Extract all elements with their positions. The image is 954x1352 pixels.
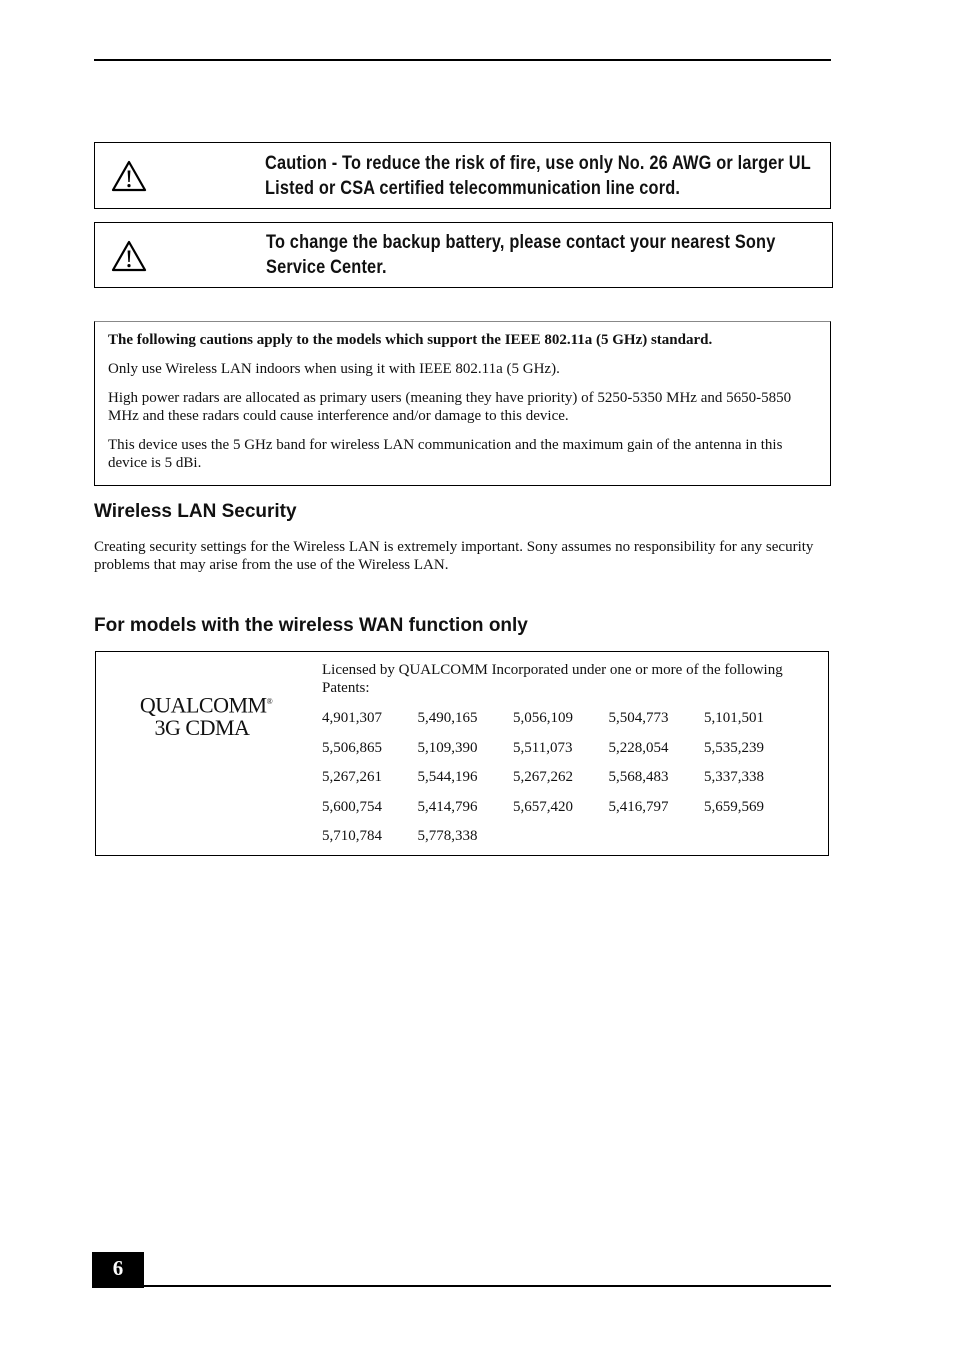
- patent-number: 5,337,338: [704, 769, 764, 785]
- patent-number: [609, 827, 705, 857]
- patent-number: 5,659,569: [704, 798, 764, 815]
- patent-row: [322, 827, 822, 857]
- patent-number: 5,267,262: [513, 769, 573, 785]
- caution-text: To change the backup battery, please contact your nearest Sony Service Center.: [266, 232, 776, 278]
- wireless-lan-security-body: Creating security settings for the Wireless LAN is extremely important. Sony assumes no responsibility for any security problems that may arise from the use of the Wireless LAN.: [94, 539, 814, 573]
- registered-mark: ®: [266, 697, 273, 706]
- caution-text: Caution - To reduce the risk of fire, use only No. 26 AWG or larger UL Listed or CSA certified telecommunication line cord.: [265, 153, 811, 199]
- patent-number: 4,901,307: [322, 710, 382, 726]
- patent-number: 5,490,165: [417, 710, 478, 726]
- patent-number: 5,710,784: [322, 828, 382, 844]
- qualcomm-license-box: [95, 651, 829, 856]
- section-heading-wireless-wan: For models with the wireless WAN function only: [94, 615, 528, 636]
- patent-number: 5,504,773: [608, 710, 669, 726]
- patent-number: 5,414,796: [417, 798, 478, 815]
- patent-number: 5,267,261: [322, 769, 382, 785]
- patent-number: 5,101,501: [704, 710, 764, 726]
- logo-line-2: 3G CDMA: [154, 715, 250, 741]
- caution-box-battery: [94, 222, 833, 288]
- patent-number: 5,535,239: [704, 739, 764, 756]
- bottom-rule: [92, 1285, 831, 1287]
- patent-number: 5,568,483: [608, 769, 669, 785]
- patent-number: 5,778,338: [417, 828, 478, 844]
- ieee-notice-paragraph: This device uses the 5 GHz band for wireless LAN communication and the maximum gain of the antenna in this device is 5 dBi.: [108, 437, 783, 471]
- warning-triangle-icon: [111, 160, 147, 192]
- patent-number: 5,109,390: [417, 739, 478, 756]
- license-text: Licensed by QUALCOMM Incorporated under one or more of the following Patents:: [322, 662, 783, 696]
- patent-row: [322, 768, 822, 798]
- patent-row: [322, 739, 822, 769]
- patent-number: 5,511,073: [513, 739, 573, 756]
- patent-number: 5,056,109: [513, 710, 573, 726]
- patent-row: [322, 709, 822, 739]
- patent-list: [322, 709, 822, 857]
- patent-number: [704, 827, 800, 857]
- ieee-notice-box: [94, 321, 831, 486]
- ieee-notice-lead: The following cautions apply to the models which support the IEEE 802.11a (5 GHz) standard.: [108, 332, 713, 348]
- ieee-notice-paragraph: High power radars are allocated as primary users (meaning they have priority) of 5250-5350 MHz and 5650-5850 MHz and these radars could cause interference and/or damage to this device.: [108, 390, 792, 424]
- patent-number: [513, 827, 609, 857]
- patent-number: 5,657,420: [513, 798, 573, 815]
- page-number-tab: [92, 1252, 144, 1288]
- ieee-notice-paragraph: Only use Wireless LAN indoors when using it with IEEE 802.11a (5 GHz).: [108, 361, 560, 377]
- section-heading-wireless-lan-security: Wireless LAN Security: [94, 501, 297, 522]
- logo-line-1: QUALCOMM: [139, 692, 267, 718]
- patent-row: [322, 798, 822, 828]
- patent-number: 5,600,754: [322, 798, 382, 815]
- patent-number: 5,544,196: [417, 769, 478, 785]
- warning-triangle-icon: [111, 240, 147, 272]
- patent-number: 5,506,865: [322, 739, 382, 756]
- patent-number: 5,416,797: [608, 798, 669, 815]
- qualcomm-3g-cdma-logo: [136, 690, 276, 739]
- patent-number: 5,228,054: [608, 739, 669, 756]
- page-number: 6: [112, 1256, 124, 1280]
- caution-box-fire: [94, 142, 831, 209]
- top-rule: [94, 59, 831, 61]
